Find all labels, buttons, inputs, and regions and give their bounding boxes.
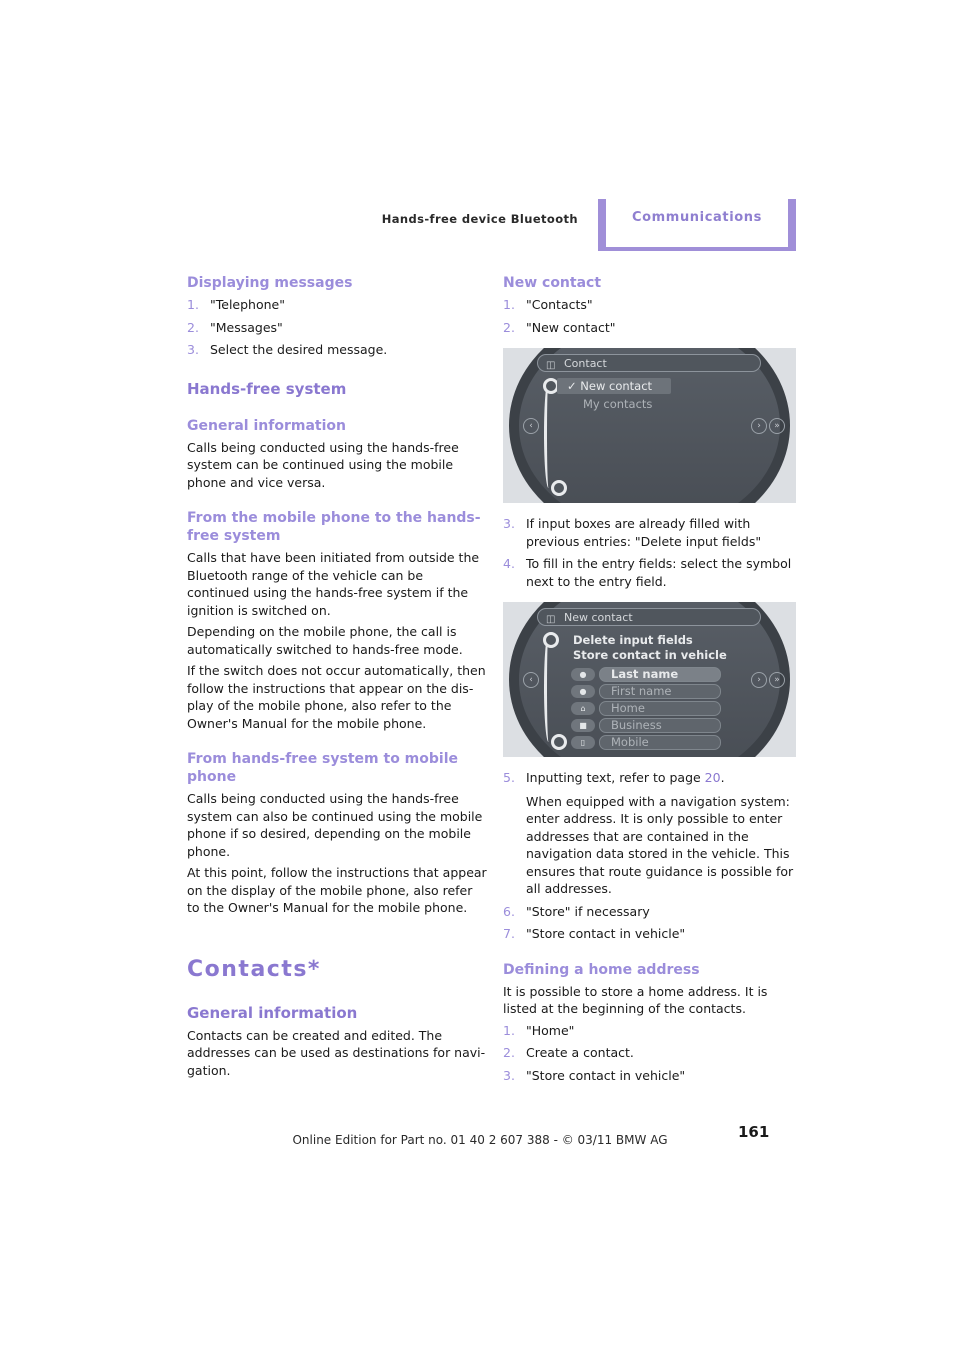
entry-first-name: First name [611, 684, 672, 698]
controller-knob-icon [543, 632, 559, 648]
mobile-to-hf-p2: Depending on the mobile phone, the call is automatically switched to hands-free mode. [187, 624, 463, 657]
navigation-note: When equipped with a navigation system: enter address. It is only possible to enter addresses that are contained in the navigation data stored in the vehicle. This ensures that route guidance is possible for all addresses. [526, 793, 794, 896]
list-item: 3. Select the desired message. [187, 342, 388, 357]
list-item: 2. Create a contact. [503, 1045, 634, 1060]
contacts-book-icon: ◫ [546, 360, 556, 371]
contact-menu-screenshot [503, 348, 796, 503]
contacts-general-text: Contacts can be created and edited. The addresses can be used as destinations for navigation. [187, 1027, 486, 1078]
controller-knob-icon [551, 480, 567, 496]
list-item: 3. If input boxes are already filled with previous entries: "Delete input fields" [503, 516, 762, 549]
list-item: 7. "Store contact in vehicle" [503, 926, 686, 941]
person-icon: ● [571, 668, 595, 681]
mobile-to-hf-p3: If the switch does not occur automatically, then follow the instructions that appear on the display of the mobile phone, also refer to the Owner's Manual for the mobile phone. [187, 663, 486, 731]
business-icon: ■ [571, 719, 595, 732]
screen-title-bar: ◫ New contact [537, 608, 761, 626]
left-column [187, 270, 487, 1079]
home-address-steps [503, 1022, 798, 1085]
entry-home: Home [611, 701, 645, 715]
list-item: 2. "Messages" [187, 319, 283, 335]
new-contact-heading: New contact [503, 275, 602, 291]
list-item: 1. "Home" [503, 1022, 575, 1038]
entry-business: Business [611, 718, 662, 732]
entry-last-name: Last name [611, 667, 679, 681]
controller-track [544, 634, 553, 742]
handsfree-heading: Hands-free system [187, 379, 347, 398]
home-address-text: It is possible to store a home address. It is listed at the beginning of the contacts. [503, 983, 768, 1016]
contacts-heading: Contacts* [187, 956, 321, 982]
home-address-heading: Defining a home address [503, 961, 700, 978]
list-item: 1. "Contacts" [503, 297, 593, 312]
menu-item-new-contact: ✓ New contact [567, 379, 653, 393]
list-item: 4. To fill in the entry fields: select the symbol next to the entry field. [503, 556, 792, 589]
forward-arrow-icon: › [751, 418, 767, 434]
right-column [503, 270, 798, 1089]
forward-end-icon: » [769, 672, 785, 688]
list-item: 3. "Store contact in vehicle" [503, 1067, 686, 1083]
page-link[interactable]: 20 [704, 770, 721, 785]
screen-title-bar: ◫ Contact [537, 354, 761, 372]
header-section: Hands-free device Bluetooth [381, 212, 578, 226]
list-item: 6. "Store" if necessary [503, 903, 650, 919]
new-contact-steps-c [503, 769, 798, 943]
mobile-to-hf-heading: From the mobile phone to the hands-free system [187, 510, 481, 544]
back-arrow-icon: ‹ [523, 418, 539, 434]
forward-arrow-icon: › [751, 672, 767, 688]
messages-steps [187, 296, 487, 359]
controller-knob-icon [551, 734, 567, 750]
contacts-general-heading: General information [187, 1003, 358, 1022]
new-contact-screenshot [503, 602, 796, 757]
new-contact-steps-b [503, 515, 798, 590]
menu-item-store-contact: Store contact in vehicle [573, 648, 727, 662]
header-chapter-tab [598, 199, 796, 251]
footer-edition: Online Edition for Part no. 01 40 2 607 388 - © 03/11 BMW AG [292, 1133, 668, 1147]
handsfree-general-heading: General information [187, 417, 346, 434]
menu-item-my-contacts: My contacts [583, 397, 653, 411]
list-item: 1. "Telephone" [187, 297, 285, 312]
person-icon: ● [571, 685, 595, 698]
back-arrow-icon: ‹ [523, 672, 539, 688]
mobile-phone-icon: ▯ [571, 736, 595, 749]
menu-item-delete-input-fields: Delete input fields [573, 633, 693, 647]
list-item: 5. Inputting text, refer to page 20. When equipped with a navigation system: enter address. It is only possible to enter addresses that are contained in the navigation data stored in the vehicle. This ensures that route guidance is possible for all addresses. [503, 769, 798, 898]
home-icon: ⌂ [571, 702, 595, 715]
hf-to-mobile-p2: At this point, follow the instructions that appear on the display of the mobile phone, also refer to the Owner's Manual for the mobile phone. [187, 865, 487, 915]
new-contact-steps-a [503, 296, 798, 336]
mobile-to-hf-p1: Calls that have been initiated from outside the Bluetooth range of the vehicle can be continued using the hands-free system if the ignition is switched on. [187, 550, 480, 618]
list-item: 2. "New contact" [503, 319, 616, 335]
hf-to-mobile-p1: Calls being conducted using the hands-free system can also be continued using the mobile phone if so desired, depending on the mobile phone. [187, 791, 483, 859]
contacts-book-icon: ◫ [546, 614, 556, 625]
messages-heading: Displaying messages [187, 275, 353, 291]
page-number: 161 [738, 1123, 770, 1141]
entry-mobile: Mobile [611, 735, 649, 749]
handsfree-general-text: Calls being conducted using the hands-free system can be continued using the mobile phone and vice versa. [187, 439, 459, 490]
hf-to-mobile-heading: From hands-free system to mobile phone [187, 751, 459, 785]
controller-track [544, 380, 553, 488]
forward-end-icon: » [769, 418, 785, 434]
header-chapter-label: Communications [606, 199, 788, 247]
